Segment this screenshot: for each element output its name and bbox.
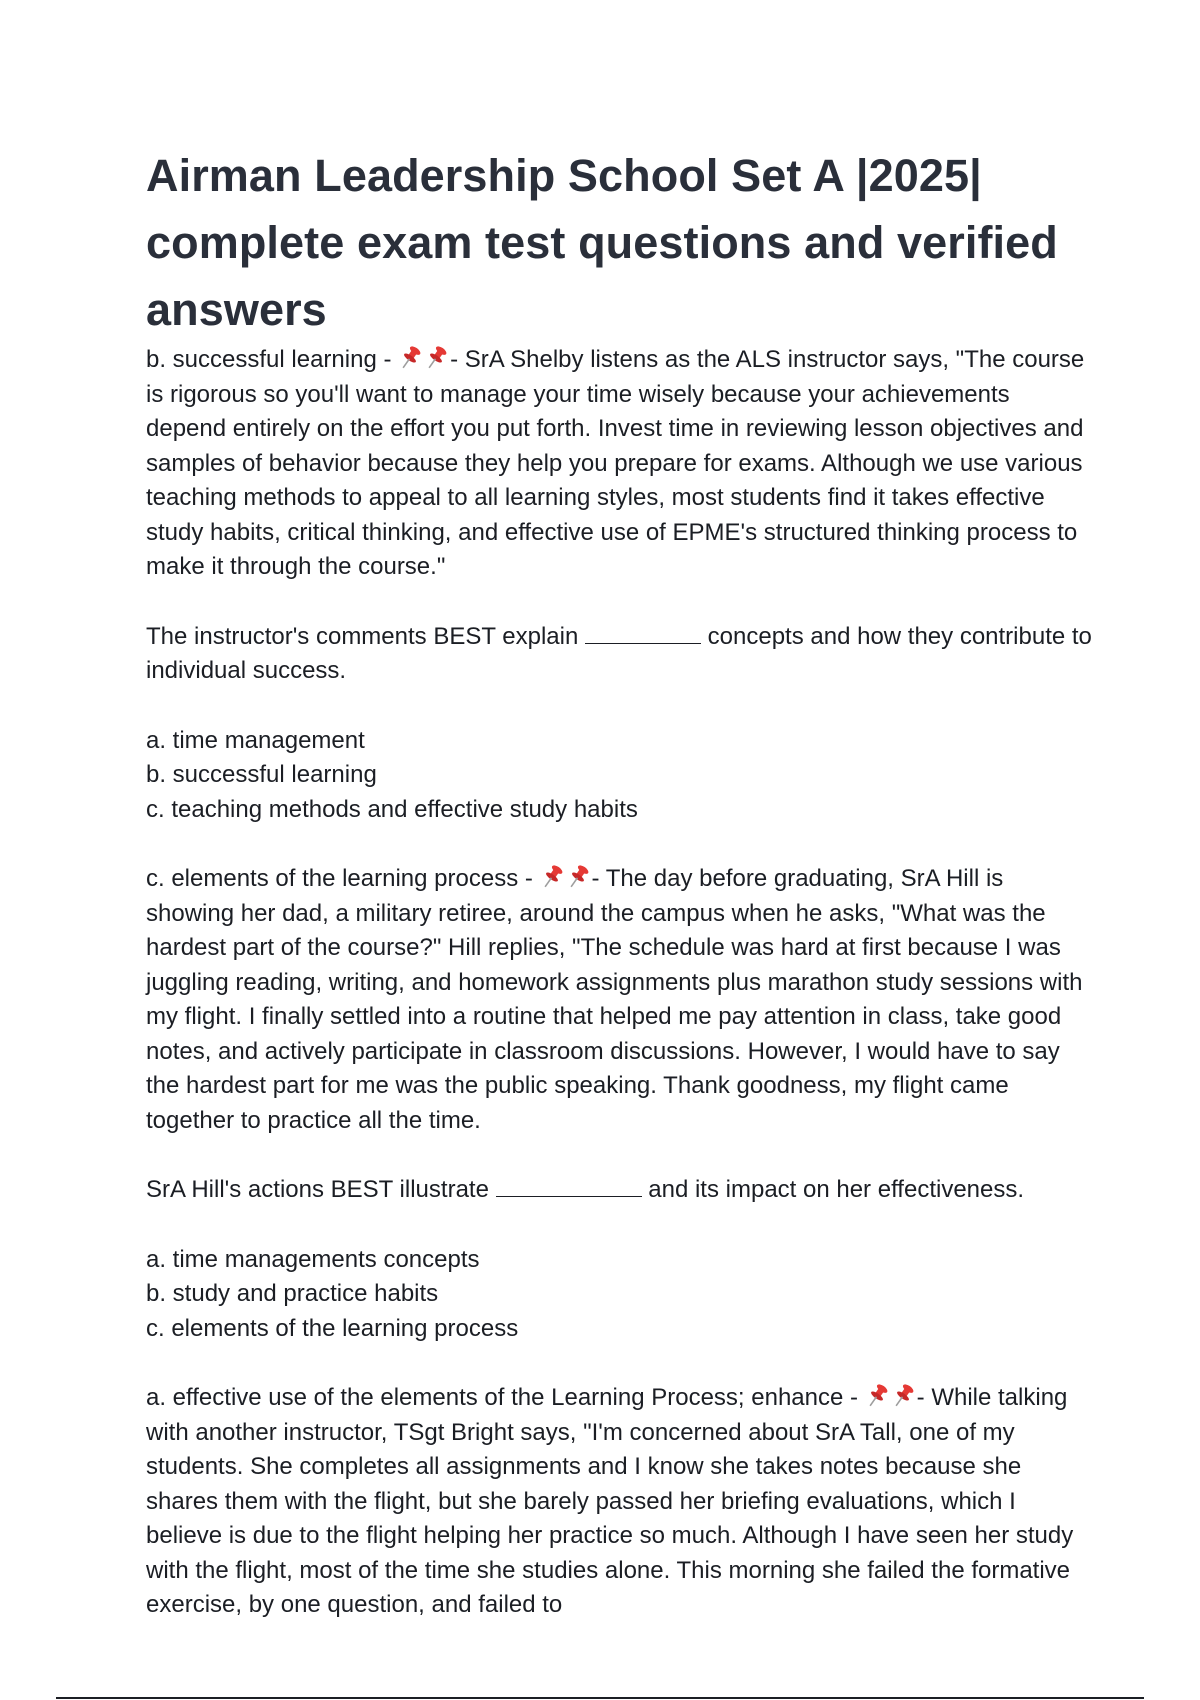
question-3-answer: a. effective use of the elements of the Learning Process; enhance - xyxy=(146,1384,865,1411)
answer-blank xyxy=(496,1174,642,1197)
question-3-scenario: - While talking with another instructor, TSgt Bright says, "I'm concerned about SrA Tall, one of my students. She completes all assignments and I know she takes notes because she shares them with the flight, but she barely passed her briefing evaluations, which I believe is due to the flight helping her practice so much. Although I have seen her study with the flight, most of the time she studies alone. This morning she failed the formative exercise, by one question, and failed to xyxy=(146,1384,1074,1618)
option-item: c. elements of the learning process xyxy=(146,1314,519,1342)
question-1-answer: b. successful learning - xyxy=(146,346,399,373)
question-2-answer-paragraph xyxy=(146,862,1096,1138)
question-1-answer-paragraph xyxy=(146,343,1096,585)
pushpin-icon xyxy=(398,344,422,372)
pushpin-icon xyxy=(891,1382,915,1410)
pushpin-icon xyxy=(540,863,564,891)
pushpin-icon xyxy=(566,863,590,891)
option-item: b. successful learning xyxy=(146,761,377,788)
option-item: c. teaching methods and effective study habits xyxy=(146,795,638,823)
question-2-scenario: - The day before graduating, SrA Hill is showing her dad, a military retiree, around the campus when he asks, "What was the hardest part of the course?" Hill replies, "The schedule was hard at first because I was juggling reading, writing, and homework assignments plus marathon study sessions with my flight. I finally settled into a routine that helped me pay attention in class, take good notes, and actively participate in classroom discussions. However, I would have to say the hardest part for me was the public speaking. Thank goodness, my flight came together to practice all the time. xyxy=(146,865,1083,1134)
answer-blank xyxy=(585,621,701,644)
question-2-options xyxy=(146,1243,1096,1347)
question-1-prompt: The instructor's comments BEST explain concepts and how they contribute to individual success. xyxy=(146,622,1092,684)
question-1-options xyxy=(146,724,1096,828)
option-item: b. study and practice habits xyxy=(146,1280,439,1307)
question-2-answer: c. elements of the learning process - xyxy=(146,865,540,892)
question-2-prompt: SrA Hill's actions BEST illustrate and its impact on her effectiveness. xyxy=(146,1176,1025,1203)
option-item: a. time management xyxy=(146,726,365,754)
document-content xyxy=(146,142,1096,1623)
pushpin-icon xyxy=(424,344,448,372)
question-3-answer-paragraph xyxy=(146,1381,1096,1623)
page-bottom-rule xyxy=(56,1697,1144,1699)
pushpin-icon xyxy=(865,1382,889,1410)
option-item: a. time managements concepts xyxy=(146,1245,480,1273)
question-1-scenario: - SrA Shelby listens as the ALS instructor says, "The course is rigorous so you'll want to manage your time wisely because your achievements depend entirely on the effort you put forth. Invest time in reviewing lesson objectives and samples of behavior because they help you prepare for exams. Although we use various teaching methods to appeal to all learning styles, most students find it takes effective study habits, critical thinking, and effective use of EPME's structured thinking process to make it through the course." xyxy=(146,346,1085,580)
page-title: Airman Leadership School Set A |2025| complete exam test questions and verified answers xyxy=(146,150,1058,335)
